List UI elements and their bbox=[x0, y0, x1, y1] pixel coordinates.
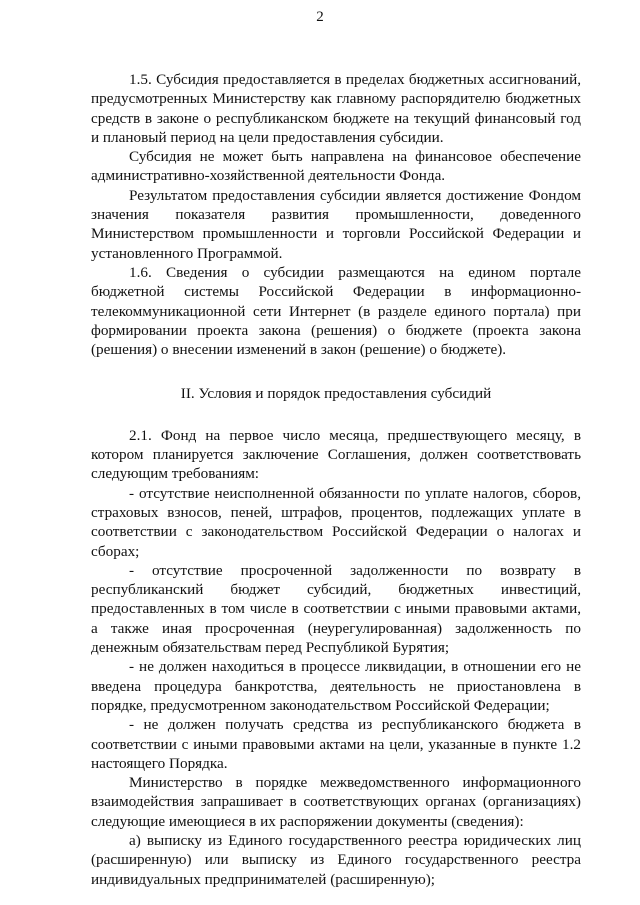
requirement-no-overdue-debt: - отсутствие просроченной задолженности по возврату в республиканский бюджет субсидий, бюджетных инвестиций, предоставленных в том числе в соответствии с иными правовыми актами, а также иная просроченная (неурегулированная) задолженность по денежным обязательствам перед Республикой Бурятия; bbox=[91, 561, 581, 657]
requirement-no-liquidation: - не должен находиться в процессе ликвидации, в отношении его не введена процедура банкротства, деятельность не приостановлена в порядке, предусмотренном законодательством Российской Федерации; bbox=[91, 658, 581, 714]
section-heading: II. Условия и порядок предоставления субсидий bbox=[180, 385, 492, 403]
list-item-a: а) выписку из Единого государственного реестра юридических лиц (расширенную) или выписку из Единого государственного реестра индивидуальных предпринимателей (расширенную); bbox=[91, 831, 581, 888]
requirement-no-tax-debt: - отсутствие неисполненной обязанности по уплате налогов, сборов, страховых взносов, пеней, штрафов, процентов, подлежащих уплате в соответствии с законодательством Российской Федерации о налогах и сборах; bbox=[91, 484, 581, 560]
paragraph-1-5: 1.5. Субсидия предоставляется в пределах бюджетных ассигнований, предусмотренных Министерству как главному распорядителю бюджетных средств в законе о республиканском бюджете на текущий финансовый год и плановый период на цели предоставления субсидии. bbox=[91, 71, 581, 146]
paragraph-1-6: 1.6. Сведения о субсидии размещаются на едином портале бюджетной системы Российской Федерации в информационно-телекоммуникационной сети Интернет (в разделе единого портала) при формировании проекта закона (решения) о бюджете (проекта закона (решения) о внесении изменений в закон (решение) о бюджете). bbox=[91, 263, 581, 359]
requirement-no-other-funds: - не должен получать средства из республиканского бюджета в соответствии с иными правовыми актами на цели, указанные в пункте 1.2 настоящего Порядка. bbox=[91, 716, 581, 772]
page-number: 2 bbox=[316, 9, 324, 25]
paragraph-subsidy-restriction: Субсидия не может быть направлена на финансовое обеспечение административно-хозяйственной деятельности Фонда. bbox=[91, 148, 581, 185]
paragraph-subsidy-result: Результатом предоставления субсидии является достижение Фондом значения показателя развития промышленности, доведенного Министерством промышленности и торговли Российской Федерации и установленного Программой. bbox=[91, 186, 581, 262]
paragraph-interagency-request: Министерство в порядке межведомственного информационного взаимодействия запрашивает в соответствующих органах (организациях) следующие имеющиеся в их распоряжении документы (сведения): bbox=[91, 774, 581, 830]
paragraph-2-1: 2.1. Фонд на первое число месяца, предшествующего месяцу, в котором планируется заключение Соглашения, должен соответствовать следующим требованиям: bbox=[91, 426, 581, 483]
document-body bbox=[91, 70, 581, 889]
